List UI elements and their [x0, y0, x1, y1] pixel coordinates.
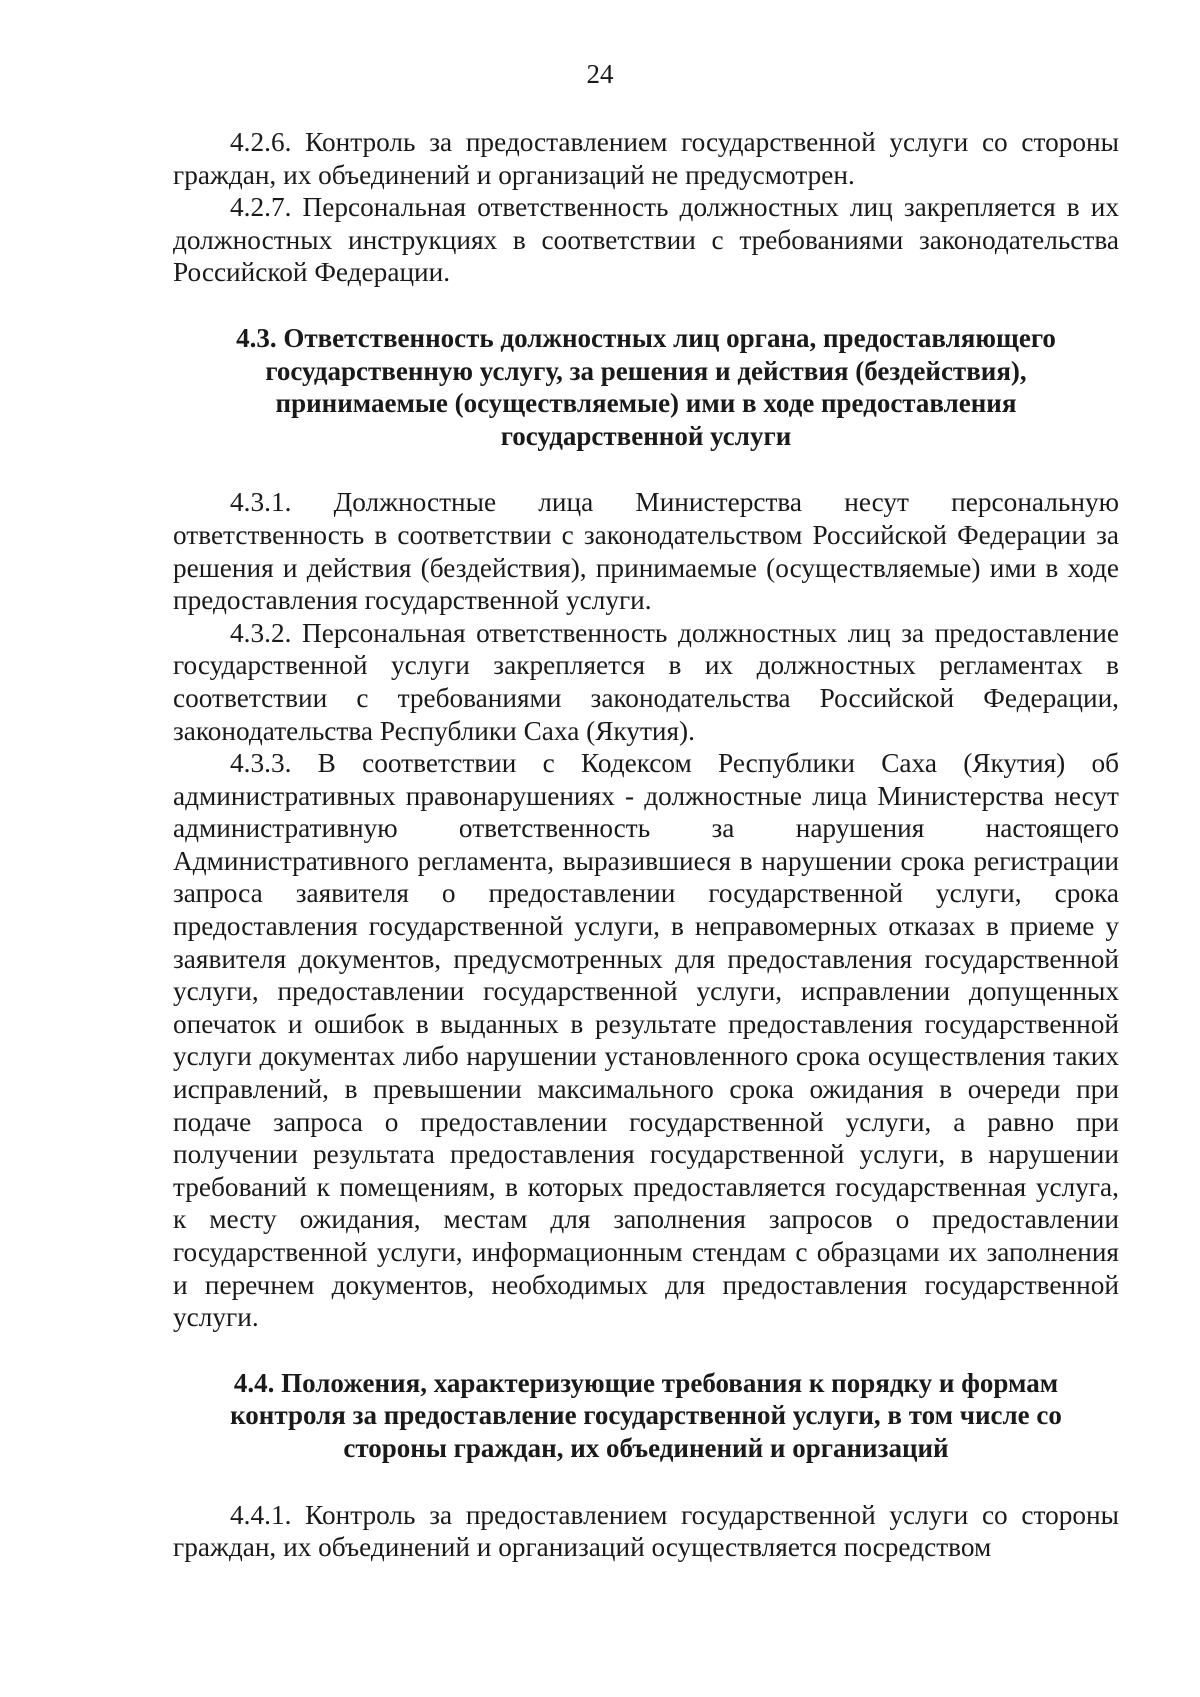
paragraph-4-4-1: 4.4.1. Контроль за предоставлением государственной услуги со стороны граждан, их объединений и организаций осуществляется посредством — [173, 1499, 1119, 1563]
paragraph-4-3-1: 4.3.1. Должностные лица Министерства несут персональную ответственность в соответствии с законодательством Российской Федерации за решения и действия (бездействия), принимаемые (осуществляемые) ими в ходе предоставления государственной услуги. — [173, 487, 1119, 616]
section-heading-4-4: 4.4. Положения, характеризующие требования к порядку и формам контроля за предоставление государственной услуги, в том числе со стороны граждан, их объединений и организаций — [230, 1367, 1062, 1463]
section-heading-4-3: 4.3. Ответственность должностных лиц органа, предоставляющего государственную услугу, за решения и действия (бездействия), принимаемые (осуществляемые) ими в ходе предоставления государственной услуги — [236, 322, 1056, 451]
paragraph-4-2-6: 4.2.6. Контроль за предоставлением государственной услуги со стороны граждан, их объединений и организаций не предусмотрен. — [173, 127, 1119, 190]
page-number: 24 — [586, 59, 614, 89]
document-body — [173, 126, 1119, 1564]
paragraph-4-3-3: 4.3.3. В соответствии с Кодексом Республики Саха (Якутия) об административных правонарушениях - должностные лица Министерства несут административную ответственность за нарушения настоящего Административного регламента, выразившиеся в нарушении срока регистрации запроса заявителя о предоставлении государственной услуги, срока предоставления государственной услуги, в неправомерных отказах в приеме у заявителя документов, предусмотренных для предоставления государственной услуги, предоставлении государственной услуги, исправлении допущенных опечаток и ошибок в выданных в результате предоставления государственной услуги документах либо нарушении установленного срока осуществления таких исправлений, в превышении максимального срока ожидания в очереди при подаче запроса о предоставлении государственной услуги, а равно при получении результата предоставления государственной услуги, в нарушении требований к помещениям, в которых предоставляется государственная услуга, к месту ожидания, местам для заполнения запросов о предоставлении государственной услуги, информационным стендам с образцами их заполнения и перечнем документов, необходимых для предоставления государственной услуги. — [173, 748, 1119, 1333]
paragraph-4-2-7: 4.2.7. Персональная ответственность должностных лиц закрепляется в их должностных инструкциях в соответствии с требованиями законодательства Российской Федерации. — [173, 192, 1119, 288]
paragraph-4-3-2: 4.3.2. Персональная ответственность должностных лиц за предоставление государственной услуги закрепляется в их должностных регламентах в соответствии с требованиями законодательства Российской Федерации, законодательства Республики Саха (Якутия). — [173, 617, 1119, 746]
